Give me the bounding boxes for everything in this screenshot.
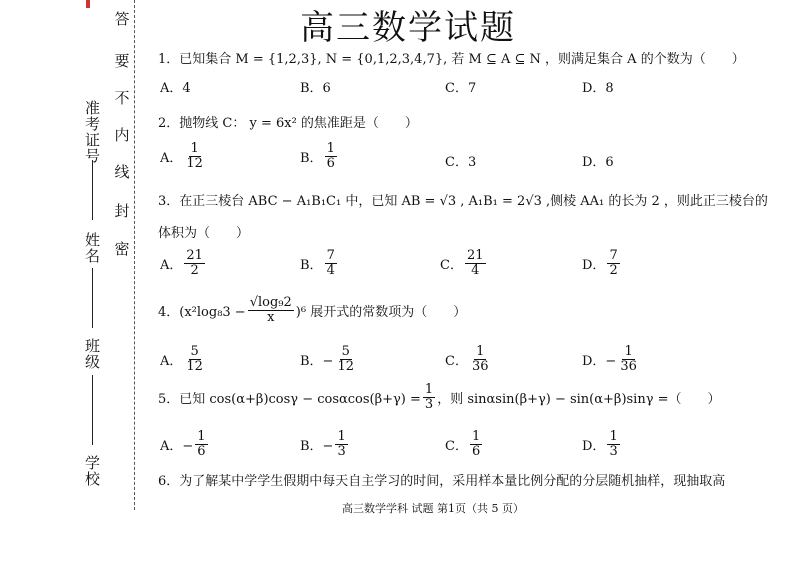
numerator: 1 [326,141,335,156]
numerator: 1 [337,429,346,444]
q4-option-c [445,345,493,373]
q2-option-b [300,142,339,170]
q3-option-d [582,249,622,277]
option-letter: B． [300,150,323,166]
numerator: √log₉2 [249,295,292,310]
fraction [607,249,619,277]
fraction [248,296,294,324]
q4-option-a [160,345,207,373]
numerator: 1 [190,141,199,156]
fraction [184,249,205,277]
fill-line-name [92,268,93,328]
fraction [465,249,486,277]
option-letter: A． [160,150,183,166]
warning-char: 线 [114,163,130,181]
warning-char: 答 [114,10,130,28]
denominator: 4 [471,262,480,278]
q1-option-d: D．8 [582,81,614,96]
red-mark [86,0,90,8]
numerator: 7 [326,248,335,263]
label-school: 学校 [83,455,101,487]
q4-option-b [300,345,358,373]
numerator: 1 [197,429,206,444]
numerator: 21 [466,248,484,263]
question-3-stem-continued: 体积为（ ） [158,226,250,241]
denominator: 6 [197,443,206,459]
q2-option-d: D．6 [582,155,614,170]
fraction [470,430,482,458]
fraction [470,345,491,373]
numerator: 1 [424,382,434,397]
q2-option-a [160,142,207,170]
question-2-stem: 2．抛物线 C： y = 6x² 的焦准距是（ ） [158,116,418,131]
fraction [184,142,205,170]
option-letter: A． [160,257,183,273]
option-letter: A． [160,353,183,369]
denominator: 36 [620,358,637,374]
q3-option-a [160,249,207,277]
numerator: 1 [609,429,618,444]
q5-option-a [160,430,210,458]
q1-option-b: B．6 [300,81,331,96]
fraction [184,345,205,373]
denominator: 2 [190,262,199,278]
option-letter: D． [582,438,606,454]
page-title: 高三数学试题 [300,8,516,48]
fraction [607,430,619,458]
q4-option-d [582,345,641,373]
fraction [335,430,347,458]
warning-char: 不 [114,89,130,107]
fraction [335,345,356,373]
denominator: 36 [471,358,489,374]
numerator: 1 [476,344,485,359]
denominator: 6 [326,155,335,171]
binding-strip [0,0,140,561]
stem-part: ，则 sinαsin(β+γ) − sin(α+β)sinγ =（ ） [437,391,721,407]
numerator: 21 [186,248,203,263]
numerator: 1 [471,429,481,444]
numerator: 5 [341,344,350,359]
label-name: 姓名 [83,232,101,264]
option-letter: C． [440,257,463,273]
warning-char: 封 [114,202,130,220]
fraction [325,142,337,170]
option-letter: D．− [582,353,617,369]
fraction [195,430,207,458]
q5-option-b [300,430,350,458]
numerator: 5 [190,344,199,359]
fraction [423,383,435,411]
numerator: 1 [624,344,633,359]
denominator: x [267,309,275,325]
option-letter: A．− [160,438,194,454]
denominator: 4 [326,262,335,278]
option-letter: B． [300,257,323,273]
q1-option-a: A．4 [160,81,191,96]
q2-option-c: C．3 [445,155,477,170]
denominator: 3 [424,396,434,412]
question-3-stem: 3．在正三棱台 ABC − A₁B₁C₁ 中，已知 AB = √3 , A₁B₁ = 2√3 ,侧棱 AA₁ 的长为 2 ，则此正三棱台的 [158,194,768,209]
warning-char: 密 [114,240,130,258]
fraction [325,249,337,277]
q1-option-c: C．7 [445,81,477,96]
option-letter: D． [582,257,606,273]
stem-part: 5．已知 cos(α+β)cosγ − cosαcos(β+γ) = [158,391,421,407]
label-class: 班级 [83,338,101,370]
cut-line [134,0,135,510]
denominator: 6 [471,443,481,459]
question-1-stem: 1．已知集合 M = {1,2,3}, N = {0,1,2,3,4,7}, 若 M ⊆ A ⊆ N ，则满足集合 A 的个数为（ ） [158,52,745,67]
option-letter: B．− [300,438,334,454]
question-5-stem [158,383,721,411]
fill-line-exam-number [92,160,93,220]
label-exam-number: 准考证号 [83,100,101,164]
question-4-stem [158,296,466,324]
q3-option-c [440,249,488,277]
q5-option-d [582,430,622,458]
warning-char: 内 [114,126,130,144]
warning-char: 要 [114,52,130,70]
denominator: 3 [609,443,618,459]
denominator: 12 [186,155,203,171]
fraction [618,345,639,373]
denominator: 3 [337,443,346,459]
q3-option-b [300,249,339,277]
numerator: 7 [609,248,618,263]
denominator: 12 [337,358,354,374]
denominator: 12 [186,358,203,374]
option-letter: C． [445,353,468,369]
fill-line-class [92,375,93,445]
option-letter: B．− [300,353,334,369]
stem-part: )⁶ 展开式的常数项为（ ） [295,304,467,320]
q5-option-c [445,430,484,458]
question-6-stem: 6．为了解某中学学生假期中每天自主学习的时间，采用样本量比例分配的分层随机抽样，现抽取高 [158,474,726,489]
page-footer: 高三数学学科 试题 第1页（共 5 页） [342,502,524,515]
denominator: 2 [609,262,618,278]
stem-part: 4．(x²log₈3 − [158,304,246,320]
option-letter: C． [445,438,468,454]
